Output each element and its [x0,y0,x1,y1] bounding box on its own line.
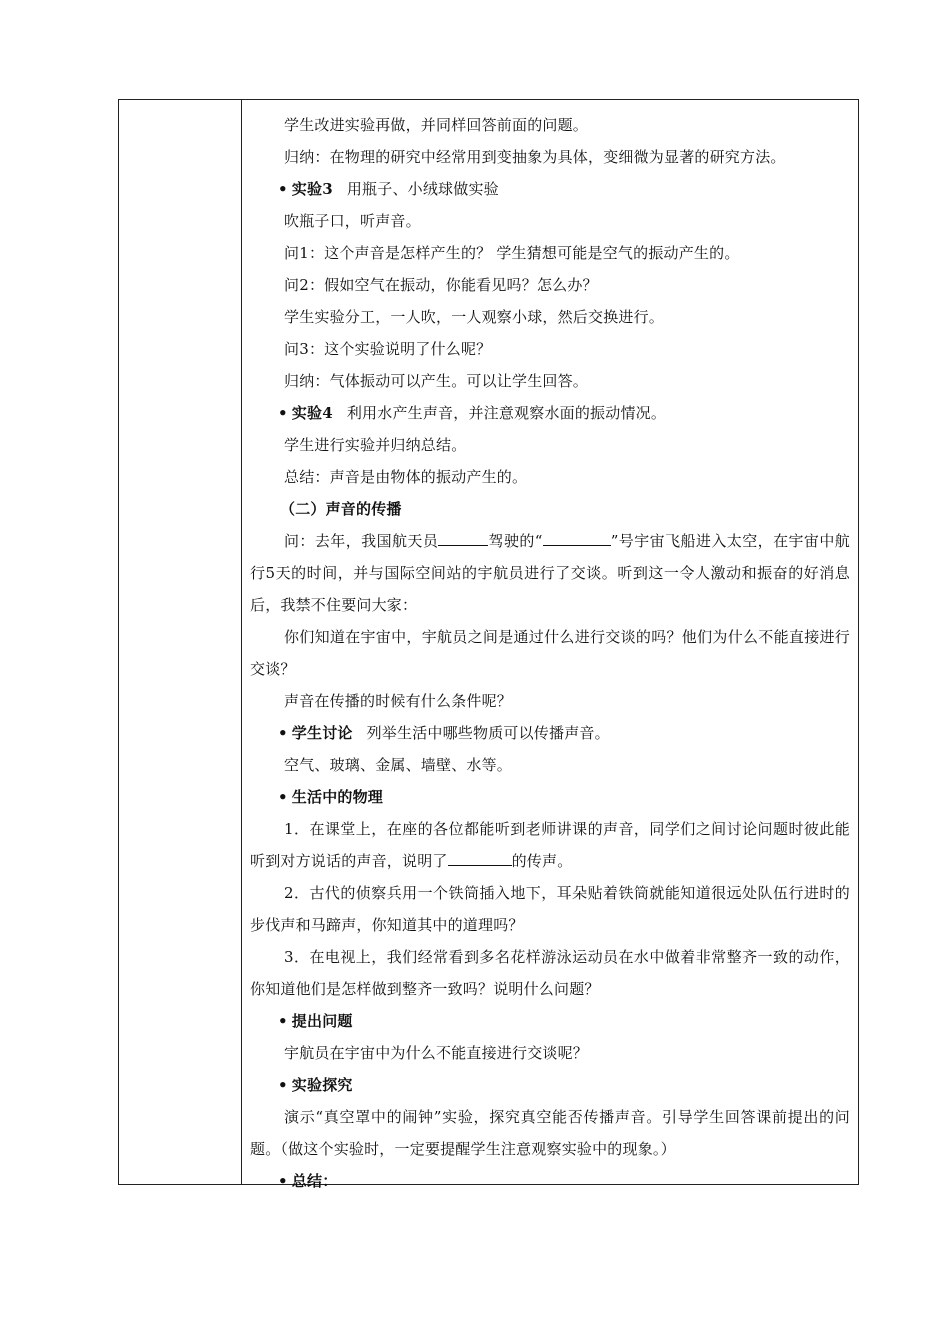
list-item-3: 3．在电视上，我们经常看到多名花样游泳运动员在水中做着非常整齐一致的动作，你知道他们是怎样做到整齐一致吗？说明什么问题？ [250,948,850,998]
experiment-3-heading [278,173,850,205]
text-line: 学生进行实验并归纳总结。 [284,436,467,454]
question-text-a: 问：去年，我国航天员 [284,532,439,550]
experiment-explore-heading [278,1069,850,1101]
left-column-cell [119,100,242,1184]
question-text-c: ”号宇宙飞船进入太空，在宇宙中航行5天的时间，并与国际空间站的宇航员进行了交谈。听到这一令人激动和振奋的好消息后，我禁不住要问大家： [250,532,850,614]
bullet-icon: • [278,404,288,422]
text-line: 学生实验分工，一人吹，一人观察小球，然后交换进行。 [284,308,665,326]
bullet-icon: • [278,724,288,742]
list-item-2: 2．古代的侦察兵用一个铁筒插入地下，耳朵贴着铁筒就能知道很远处队伍行进时的步伐声和马蹄声，你知道其中的道理吗？ [250,884,850,934]
text-line: 总结：声音是由物体的振动产生的。 [284,468,528,486]
text-line: 宇航员在宇宙中为什么不能直接进行交谈呢？ [284,1044,589,1062]
fill-blank [438,531,488,546]
text-line: 问1：这个声音是怎样产生的？ 学生猜想可能是空气的振动产生的。 [284,244,740,262]
list-item-1-text: 1．在课堂上，在座的各位都能听到老师讲课的声音，同学们之间讨论问题时彼此能听到对方说话的声音，说明了 [250,820,850,870]
text-line: 学生改进实验再做，并同样回答前面的问题。 [284,116,589,134]
fill-blank [448,851,512,866]
text-line: 归纳：气体振动可以产生。可以让学生回答。 [284,372,589,390]
discussion-text: 列举生活中哪些物质可以传播声音。 [366,724,610,742]
experiment-3-text: 用瓶子、小绒球做实验 [346,180,499,198]
bullet-icon: • [278,1012,288,1030]
experiment-4-heading [278,397,850,429]
ask-question-heading [278,1005,850,1037]
question-paragraph [250,525,850,621]
text-line: 归纳：在物理的研究中经常用到变抽象为具体，变细微为显著的研究方法。 [284,148,786,166]
text-line: 吹瓶子口，听声音。 [284,212,421,230]
bullet-icon: • [278,1172,288,1190]
list-item-1 [250,813,850,877]
question-text-b: 驾驶的“ [488,532,543,550]
paragraph: 你们知道在宇宙中，宇航员之间是通过什么进行交谈的吗？他们为什么不能直接进行交谈？ [250,628,850,678]
bullet-icon: • [278,180,288,198]
life-physics-heading [278,781,850,813]
text-line: 空气、玻璃、金属、墙壁、水等。 [284,756,513,774]
bullet-icon: • [278,788,288,806]
discussion-heading [278,717,850,749]
paragraph: 演示“真空罩中的闹钟”实验，探究真空能否传播声音。引导学生回答课前提出的问题。（做这个实验时，一定要提醒学生注意观察实验中的现象。） [250,1108,850,1158]
lesson-table [118,99,859,1190]
list-item-1-tail: 的传声。 [511,852,573,870]
text-line: 声音在传播的时候有什么条件呢？ [284,692,513,710]
ask-question-label: 提出问题 [291,1012,353,1030]
fill-blank [543,531,611,546]
experiment-4-text: 利用水产生声音，并注意观察水面的振动情况。 [346,404,667,422]
experiment-explore-label: 实验探究 [291,1076,353,1094]
text-line: 问2：假如空气在振动，你能看见吗？怎么办？ [284,276,598,294]
experiment-3-label: 实验3 [291,180,333,198]
section-2-heading: （二）声音的传播 [280,500,402,518]
experiment-4-label: 实验4 [291,404,333,422]
bullet-icon: • [278,1076,288,1094]
discussion-label: 学生讨论 [291,724,353,742]
summary-heading [278,1165,850,1197]
life-physics-label: 生活中的物理 [291,788,383,806]
summary-label: 总结： [291,1172,338,1190]
right-column-cell [242,100,858,1190]
text-line: 问3：这个实验说明了什么呢？ [284,340,492,358]
